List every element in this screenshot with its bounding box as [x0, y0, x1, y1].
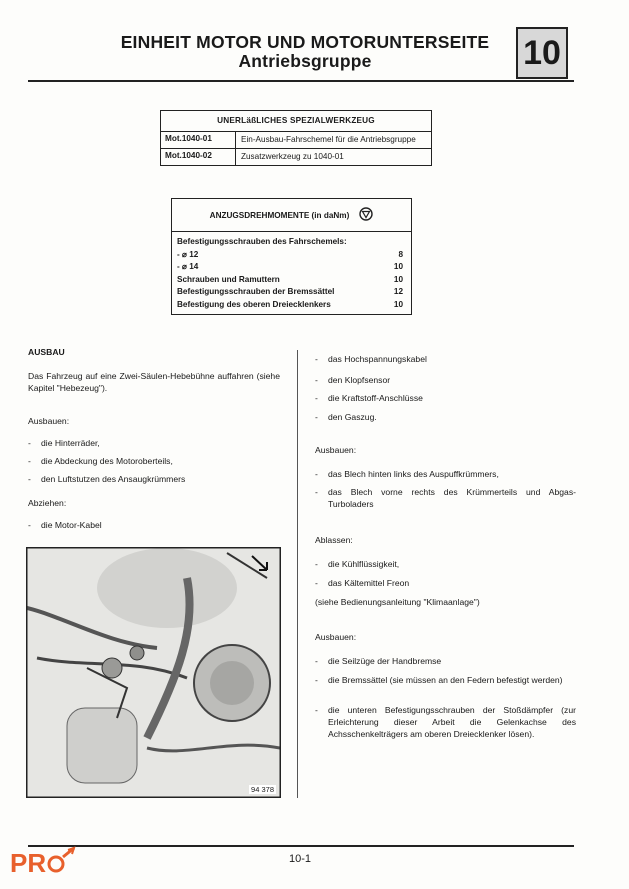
torque-label: Befestigung des oberen Dreiecklenkers — [177, 299, 331, 309]
tool-code: Mot.1040-02 — [161, 149, 236, 165]
header-rule — [28, 80, 574, 82]
torque-label: - ⌀ 14 — [177, 262, 199, 271]
page-title — [95, 33, 515, 71]
list-item: - den Gaszug. — [315, 411, 377, 423]
torque-value: 10 — [393, 299, 403, 309]
list-item: - das Blech vorne rechts des Krümmerteils und Abgas- Turboladers — [315, 486, 576, 510]
torque-row — [172, 249, 411, 262]
torque-header-label: ANZUGSDREHMOMENTE (in daNm) — [209, 210, 350, 220]
torque-table — [171, 198, 412, 315]
special-tools-header: UNERLäßLICHES SPEZIALWERKZEUG — [161, 111, 431, 132]
logo-letters: PR — [10, 848, 47, 878]
tool-description: Zusatzwerkzeug zu 1040-01 — [241, 152, 344, 161]
ausbauen-label: Ausbauen: — [28, 416, 70, 426]
torque-value: 10 — [393, 274, 403, 284]
title-line-1: EINHEIT MOTOR UND MOTORUNTERSEITE — [120, 32, 490, 52]
list-item: - den Luftstutzen des Ansaugkrümmers — [28, 473, 185, 485]
special-tools-table — [160, 110, 432, 166]
engine-photo — [26, 547, 281, 798]
photo-reference-label: 94 378 — [251, 785, 274, 794]
list-item: - die Kühlflüssigkeit, — [315, 558, 399, 570]
tool-description: Ein-Ausbau-Fahrschemel für die Antriebsgruppe — [241, 135, 416, 144]
list-item: - die Kraftstoff-Anschlüsse — [315, 392, 423, 404]
list-item: - die unteren Befestigungsschrauben der Stoßdämpfer (zur Erleichterung dieser Arbeit die Gelenkachse des Achsschenkelträgers am oberen Dreiecklenker lösen). — [315, 704, 576, 740]
torque-row — [172, 236, 411, 249]
torque-label: Befestigungsschrauben der Bremssättel — [177, 287, 335, 296]
page-number: 10-1 — [288, 853, 312, 865]
publisher-logo — [8, 842, 78, 884]
torque-wrench-icon — [359, 207, 373, 223]
ablassen-note: (siehe Bedienungsanleitung "Klimaanlage") — [315, 597, 480, 607]
list-item: - das Kältemittel Freon — [315, 577, 409, 589]
torque-value: 10 — [393, 262, 403, 271]
torque-label: Schrauben und Ramuttern — [177, 274, 280, 284]
column-divider — [297, 350, 298, 798]
footer-rule — [28, 845, 574, 847]
abziehen-label: Abziehen: — [28, 498, 67, 508]
title-line-2: Antriebsgruppe — [238, 51, 372, 71]
list-item: - die Seilzüge der Handbremse — [315, 655, 441, 667]
list-item: - die Abdeckung des Motoroberteils, — [28, 455, 173, 467]
torque-label: Befestigungsschrauben des Fahrschemels: — [177, 237, 347, 246]
torque-row — [172, 274, 411, 287]
list-item: - den Klopfsensor — [315, 374, 390, 386]
section-number-box — [516, 27, 568, 79]
torque-header — [172, 199, 411, 232]
table-row — [161, 148, 431, 165]
list-item: - das Hochspannungskabel — [315, 353, 427, 365]
list-item: - das Blech hinten links des Auspuffkrümmers, — [315, 468, 576, 480]
tool-code: Mot.1040-01 — [161, 132, 236, 148]
torque-value: 8 — [398, 249, 403, 259]
torque-row — [172, 286, 411, 299]
table-row — [161, 132, 431, 148]
section-number: 10 — [523, 34, 561, 72]
section-heading-ausbau: AUSBAU — [28, 347, 65, 357]
ablassen-label: Ablassen: — [315, 535, 353, 545]
torque-value: 12 — [393, 287, 403, 296]
list-item: - die Motor-Kabel — [28, 519, 102, 531]
torque-row — [172, 299, 411, 312]
intro-paragraph: Das Fahrzeug auf eine Zwei-Säulen-Hebebühne auffahren (siehe Kapitel "Hebezeug"). — [28, 371, 280, 393]
list-item: - die Hinterräder, — [28, 437, 100, 449]
ausbauen-label: Ausbauen: — [315, 445, 357, 455]
list-item: - die Bremssättel (sie müssen an den Federn befestigt werden) — [315, 674, 576, 686]
torque-row — [172, 261, 411, 274]
ausbauen-label: Ausbauen: — [315, 632, 357, 642]
torque-label: - ⌀ 12 — [177, 249, 199, 259]
